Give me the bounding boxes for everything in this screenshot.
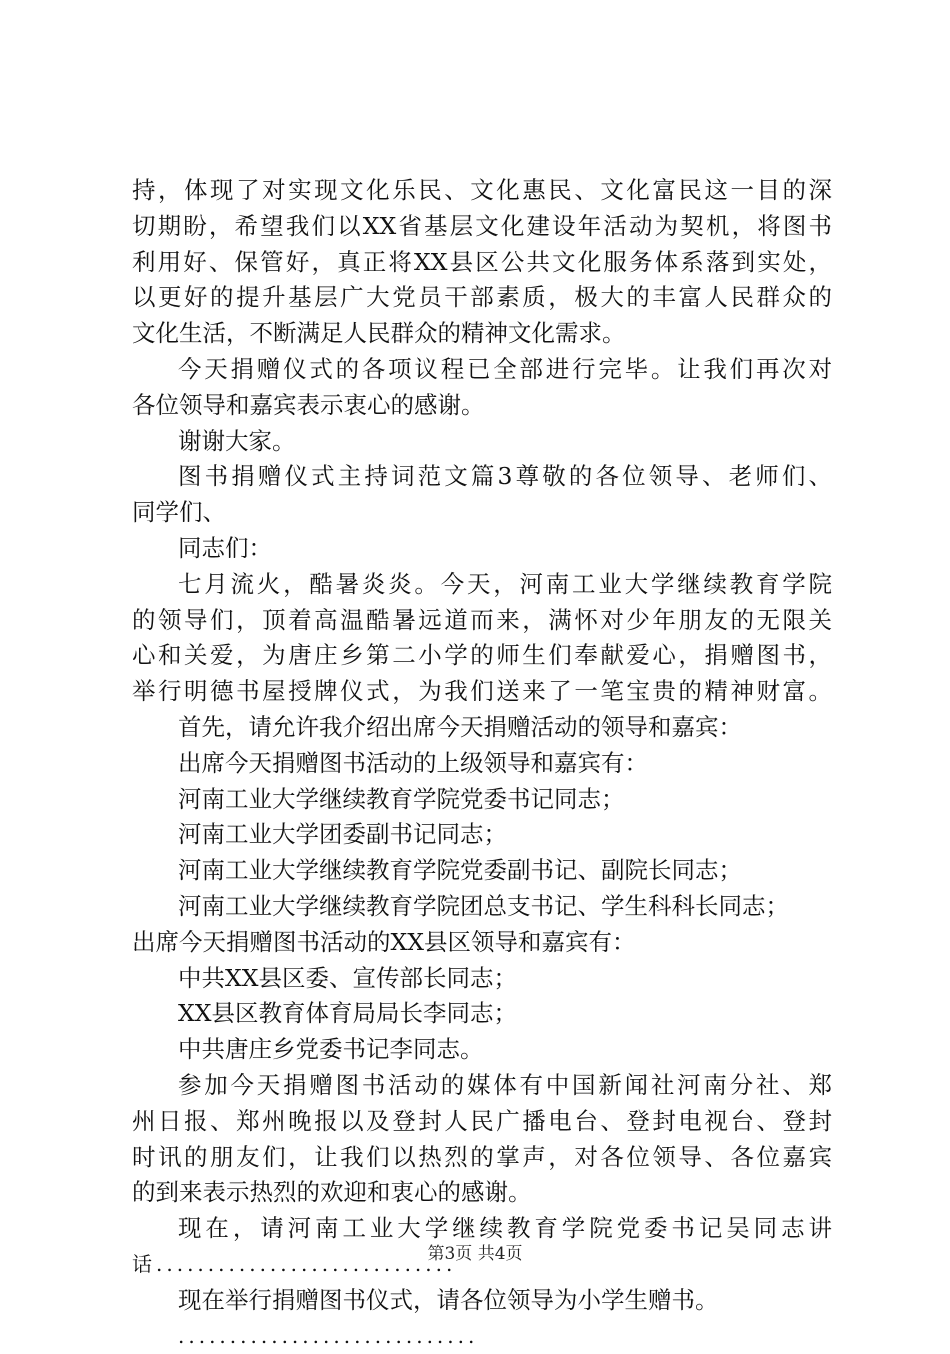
text-line: 中共唐庄乡党委书记李同志。 <box>132 1032 832 1068</box>
text-line: 时讯的朋友们，让我们以热烈的掌声，对各位领导、各位嘉宾 <box>132 1140 832 1176</box>
text-line: 同学们、 <box>132 495 832 531</box>
text-line: 河南工业大学继续教育学院党委副书记、副院长同志； <box>132 853 832 889</box>
text-line: 的领导们，顶着高温酷暑远道而来，满怀对少年朋友的无限关 <box>132 603 832 639</box>
text-line: 七月流火，酷暑炎炎。今天，河南工业大学继续教育学院 <box>132 567 832 603</box>
text-line: 河南工业大学继续教育学院团总支书记、学生科科长同志； <box>132 889 832 925</box>
text-line: 现在，请河南工业大学继续教育学院党委书记吴同志讲 <box>132 1211 832 1247</box>
text-line: 谢谢大家。 <box>132 424 832 460</box>
text-line: 出席今天捐赠图书活动的XX县区领导和嘉宾有： <box>132 925 832 961</box>
text-line: 切期盼，希望我们以XX省基层文化建设年活动为契机，将图书 <box>132 209 832 245</box>
text-line: 举行明德书屋授牌仪式，为我们送来了一笔宝贵的精神财富。 <box>132 674 832 710</box>
text-line: 话............................. <box>132 1247 832 1283</box>
text-line: 文化生活，不断满足人民群众的精神文化需求。 <box>132 316 832 352</box>
text-line: 今天捐赠仪式的各项议程已全部进行完毕。让我们再次对 <box>132 352 832 388</box>
text-line: 的到来表示热烈的欢迎和衷心的感谢。 <box>132 1175 832 1211</box>
text-line: 现在举行捐赠图书仪式，请各位领导为小学生赠书。 <box>132 1283 832 1319</box>
text-line: 河南工业大学团委副书记同志； <box>132 817 832 853</box>
text-line: 以更好的提升基层广大党员干部素质，极大的丰富人民群众的 <box>132 280 832 316</box>
text-line: 持，体现了对实现文化乐民、文化惠民、文化富民这一目的深 <box>132 173 832 209</box>
text-line: 州日报、郑州晚报以及登封人民广播电台、登封电视台、登封 <box>132 1104 832 1140</box>
text-line: 各位领导和嘉宾表示衷心的感谢。 <box>132 388 832 424</box>
page-footer: 第3页 共4页 <box>0 1242 950 1266</box>
text-line: ............................. <box>132 1319 832 1354</box>
text-line: 中共XX县区委、宣传部长同志； <box>132 961 832 997</box>
text-line: 心和关爱，为唐庄乡第二小学的师生们奉献爱心，捐赠图书， <box>132 638 832 674</box>
text-line: 出席今天捐赠图书活动的上级领导和嘉宾有： <box>132 746 832 782</box>
text-line: 河南工业大学继续教育学院党委书记同志； <box>132 782 832 818</box>
text-line: 图书捐赠仪式主持词范文篇3尊敬的各位领导、老师们、 <box>132 459 832 495</box>
text-line: 同志们： <box>132 531 832 567</box>
text-line: XX县区教育体育局局长李同志； <box>132 996 832 1032</box>
text-line: 首先，请允许我介绍出席今天捐赠活动的领导和嘉宾： <box>132 710 832 746</box>
text-line: 参加今天捐赠图书活动的媒体有中国新闻社河南分社、郑 <box>132 1068 832 1104</box>
document-body <box>132 173 832 1354</box>
text-line: 利用好、保管好，真正将XX县区公共文化服务体系落到实处， <box>132 245 832 281</box>
